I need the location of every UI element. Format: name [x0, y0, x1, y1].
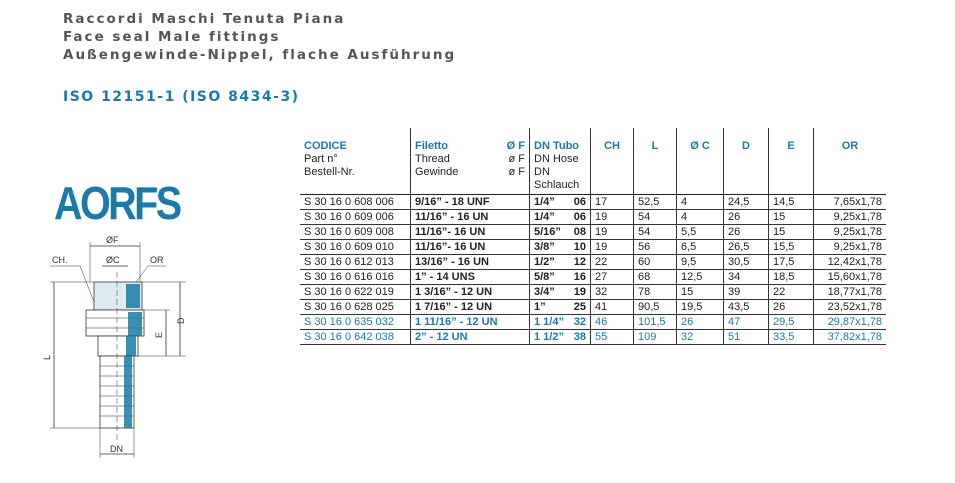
header-d: D: [724, 128, 769, 195]
table-cell: 29,87x1,78: [814, 315, 887, 330]
table-cell: 1 7/16” - 12 UN: [411, 300, 530, 315]
table-cell: 13/16” - 16 UN: [411, 255, 530, 270]
label-dn: DN: [110, 444, 123, 454]
table-cell: 17,5: [769, 255, 814, 270]
table-cell: 19: [591, 240, 634, 255]
product-code: AORFS: [54, 177, 180, 229]
title-italian: Raccordi Maschi Tenuta Piana: [63, 11, 346, 27]
label-or: OR: [150, 255, 164, 265]
table-row: [300, 330, 886, 345]
table-cell: 5,5: [677, 225, 724, 240]
table-cell: 1/2”: [530, 255, 570, 270]
table-cell: 37,82x1,78: [814, 330, 887, 345]
header-ch: CH: [591, 128, 634, 195]
table-cell: 11/16” - 16 UN: [411, 210, 530, 225]
table-cell: 9,25x1,78: [814, 240, 887, 255]
table-cell: 90,5: [634, 300, 677, 315]
fittings-table: [300, 128, 886, 345]
table-cell: 12,42x1,78: [814, 255, 887, 270]
table-cell: 51: [724, 330, 769, 345]
table-header-row: [300, 128, 886, 195]
table-cell: 43,5: [724, 300, 769, 315]
table-cell: 56: [634, 240, 677, 255]
table-cell: 11/16”- 16 UN: [411, 240, 530, 255]
table-cell: 9/16” - 18 UNF: [411, 195, 530, 210]
table-row: [300, 240, 886, 255]
table-row: [300, 285, 886, 300]
table-cell: 1 1/2”: [530, 330, 570, 345]
table-cell: S 30 16 0 609 008: [300, 225, 411, 240]
table-cell: 32: [677, 330, 724, 345]
table-cell: 18,77x1,78: [814, 285, 887, 300]
table-cell: 12,5: [677, 270, 724, 285]
table-row: [300, 300, 886, 315]
table-cell: 1/4”: [530, 195, 570, 210]
table-cell: 15,5: [769, 240, 814, 255]
table-cell: 15: [769, 210, 814, 225]
table-cell: 17: [591, 195, 634, 210]
table-row: [300, 225, 886, 240]
label-of: ØF: [106, 235, 119, 245]
table-cell: 54: [634, 210, 677, 225]
table-cell: 3/8”: [530, 240, 570, 255]
table-cell: S 30 16 0 612 013: [300, 255, 411, 270]
table-cell: 1 1/4”: [530, 315, 570, 330]
table-cell: 19: [591, 225, 634, 240]
table-cell: 1/4”: [530, 210, 570, 225]
table-cell: 32: [569, 315, 590, 330]
table-cell: 9,25x1,78: [814, 210, 887, 225]
table-cell: 18,5: [769, 270, 814, 285]
table-cell: 25: [569, 300, 590, 315]
title-english: Face seal Male fittings: [63, 29, 281, 45]
table-cell: 24,5: [724, 195, 769, 210]
table-cell: 54: [634, 225, 677, 240]
header-e: E: [769, 128, 814, 195]
header-dn: DN Tubo DN Hose DN Schlauch: [530, 128, 591, 195]
label-ch: CH.: [52, 255, 68, 265]
table-cell: 2” - 12 UN: [411, 330, 530, 345]
header-oc: Ø C: [677, 128, 724, 195]
table-cell: 11/16”- 16 UN: [411, 225, 530, 240]
table-cell: 19: [569, 285, 590, 300]
table-cell: 08: [569, 225, 590, 240]
table-cell: 19,5: [677, 300, 724, 315]
table-cell: 33,5: [769, 330, 814, 345]
table-cell: S 30 16 0 635 032: [300, 315, 411, 330]
table-cell: 9,25x1,78: [814, 225, 887, 240]
table-row: [300, 315, 886, 330]
table-cell: S 30 16 0 622 019: [300, 285, 411, 300]
table-cell: 41: [591, 300, 634, 315]
table-cell: 19: [591, 210, 634, 225]
table-cell: 55: [591, 330, 634, 345]
table-cell: 38: [569, 330, 590, 345]
table-row: [300, 195, 886, 210]
table-cell: 39: [724, 285, 769, 300]
table-cell: 9,5: [677, 255, 724, 270]
table-cell: S 30 16 0 642 038: [300, 330, 411, 345]
table-cell: 27: [591, 270, 634, 285]
table-cell: 1” - 14 UNS: [411, 270, 530, 285]
table-cell: 15: [677, 285, 724, 300]
table-cell: 16: [569, 270, 590, 285]
header-thread: Filetto Ø F Thread ø F Gewinde ø F: [411, 128, 530, 195]
table-cell: 06: [569, 195, 590, 210]
table-cell: 109: [634, 330, 677, 345]
label-oc: ØC: [106, 255, 120, 265]
table-cell: 47: [724, 315, 769, 330]
table-row: [300, 255, 886, 270]
table-cell: 15: [769, 225, 814, 240]
table-cell: 5/16”: [530, 225, 570, 240]
table-cell: 3/4”: [530, 285, 570, 300]
table-cell: 1 11/16” - 12 UN: [411, 315, 530, 330]
table-cell: 46: [591, 315, 634, 330]
table-cell: 52,5: [634, 195, 677, 210]
label-l: L: [42, 354, 52, 360]
table-cell: 68: [634, 270, 677, 285]
table-cell: 5/8”: [530, 270, 570, 285]
table-cell: 23,52x1,78: [814, 300, 887, 315]
table-cell: 6,5: [677, 240, 724, 255]
table-cell: 4: [677, 195, 724, 210]
table-cell: 12: [569, 255, 590, 270]
table-cell: 30,5: [724, 255, 769, 270]
table-cell: 22: [769, 285, 814, 300]
table-row: [300, 210, 886, 225]
standard-label: ISO 12151-1 (ISO 8434-3): [63, 89, 300, 105]
table-cell: 7,65x1,78: [814, 195, 887, 210]
table-cell: 06: [569, 210, 590, 225]
table-cell: 26: [677, 315, 724, 330]
label-e: E: [154, 331, 164, 338]
table-cell: 14,5: [769, 195, 814, 210]
table-cell: S 30 16 0 608 006: [300, 195, 411, 210]
fitting-drawing: [40, 232, 200, 467]
table-cell: 22: [591, 255, 634, 270]
table-cell: 26: [724, 210, 769, 225]
table-cell: S 30 16 0 628 025: [300, 300, 411, 315]
table-cell: 29,5: [769, 315, 814, 330]
header-l: L: [634, 128, 677, 195]
table-cell: 4: [677, 210, 724, 225]
header-or: OR: [814, 128, 887, 195]
title-block: [63, 10, 456, 64]
table-cell: 32: [591, 285, 634, 300]
table-cell: 10: [569, 240, 590, 255]
table-cell: 1 3/16” - 12 UN: [411, 285, 530, 300]
table-cell: S 30 16 0 609 006: [300, 210, 411, 225]
table-cell: 26: [724, 225, 769, 240]
table-cell: 60: [634, 255, 677, 270]
table-cell: S 30 16 0 609 010: [300, 240, 411, 255]
table-cell: 78: [634, 285, 677, 300]
title-german: Außengewinde-Nippel, flache Ausführung: [63, 47, 457, 63]
header-code: CODICE Part n° Bestell-Nr.: [300, 128, 411, 195]
table-cell: 34: [724, 270, 769, 285]
table-cell: 1”: [530, 300, 570, 315]
table-cell: 15,60x1,78: [814, 270, 887, 285]
table-cell: S 30 16 0 616 016: [300, 270, 411, 285]
table-cell: 26: [769, 300, 814, 315]
label-d: D: [176, 317, 186, 324]
table-cell: 26,5: [724, 240, 769, 255]
table-row: [300, 270, 886, 285]
table-cell: 101,5: [634, 315, 677, 330]
